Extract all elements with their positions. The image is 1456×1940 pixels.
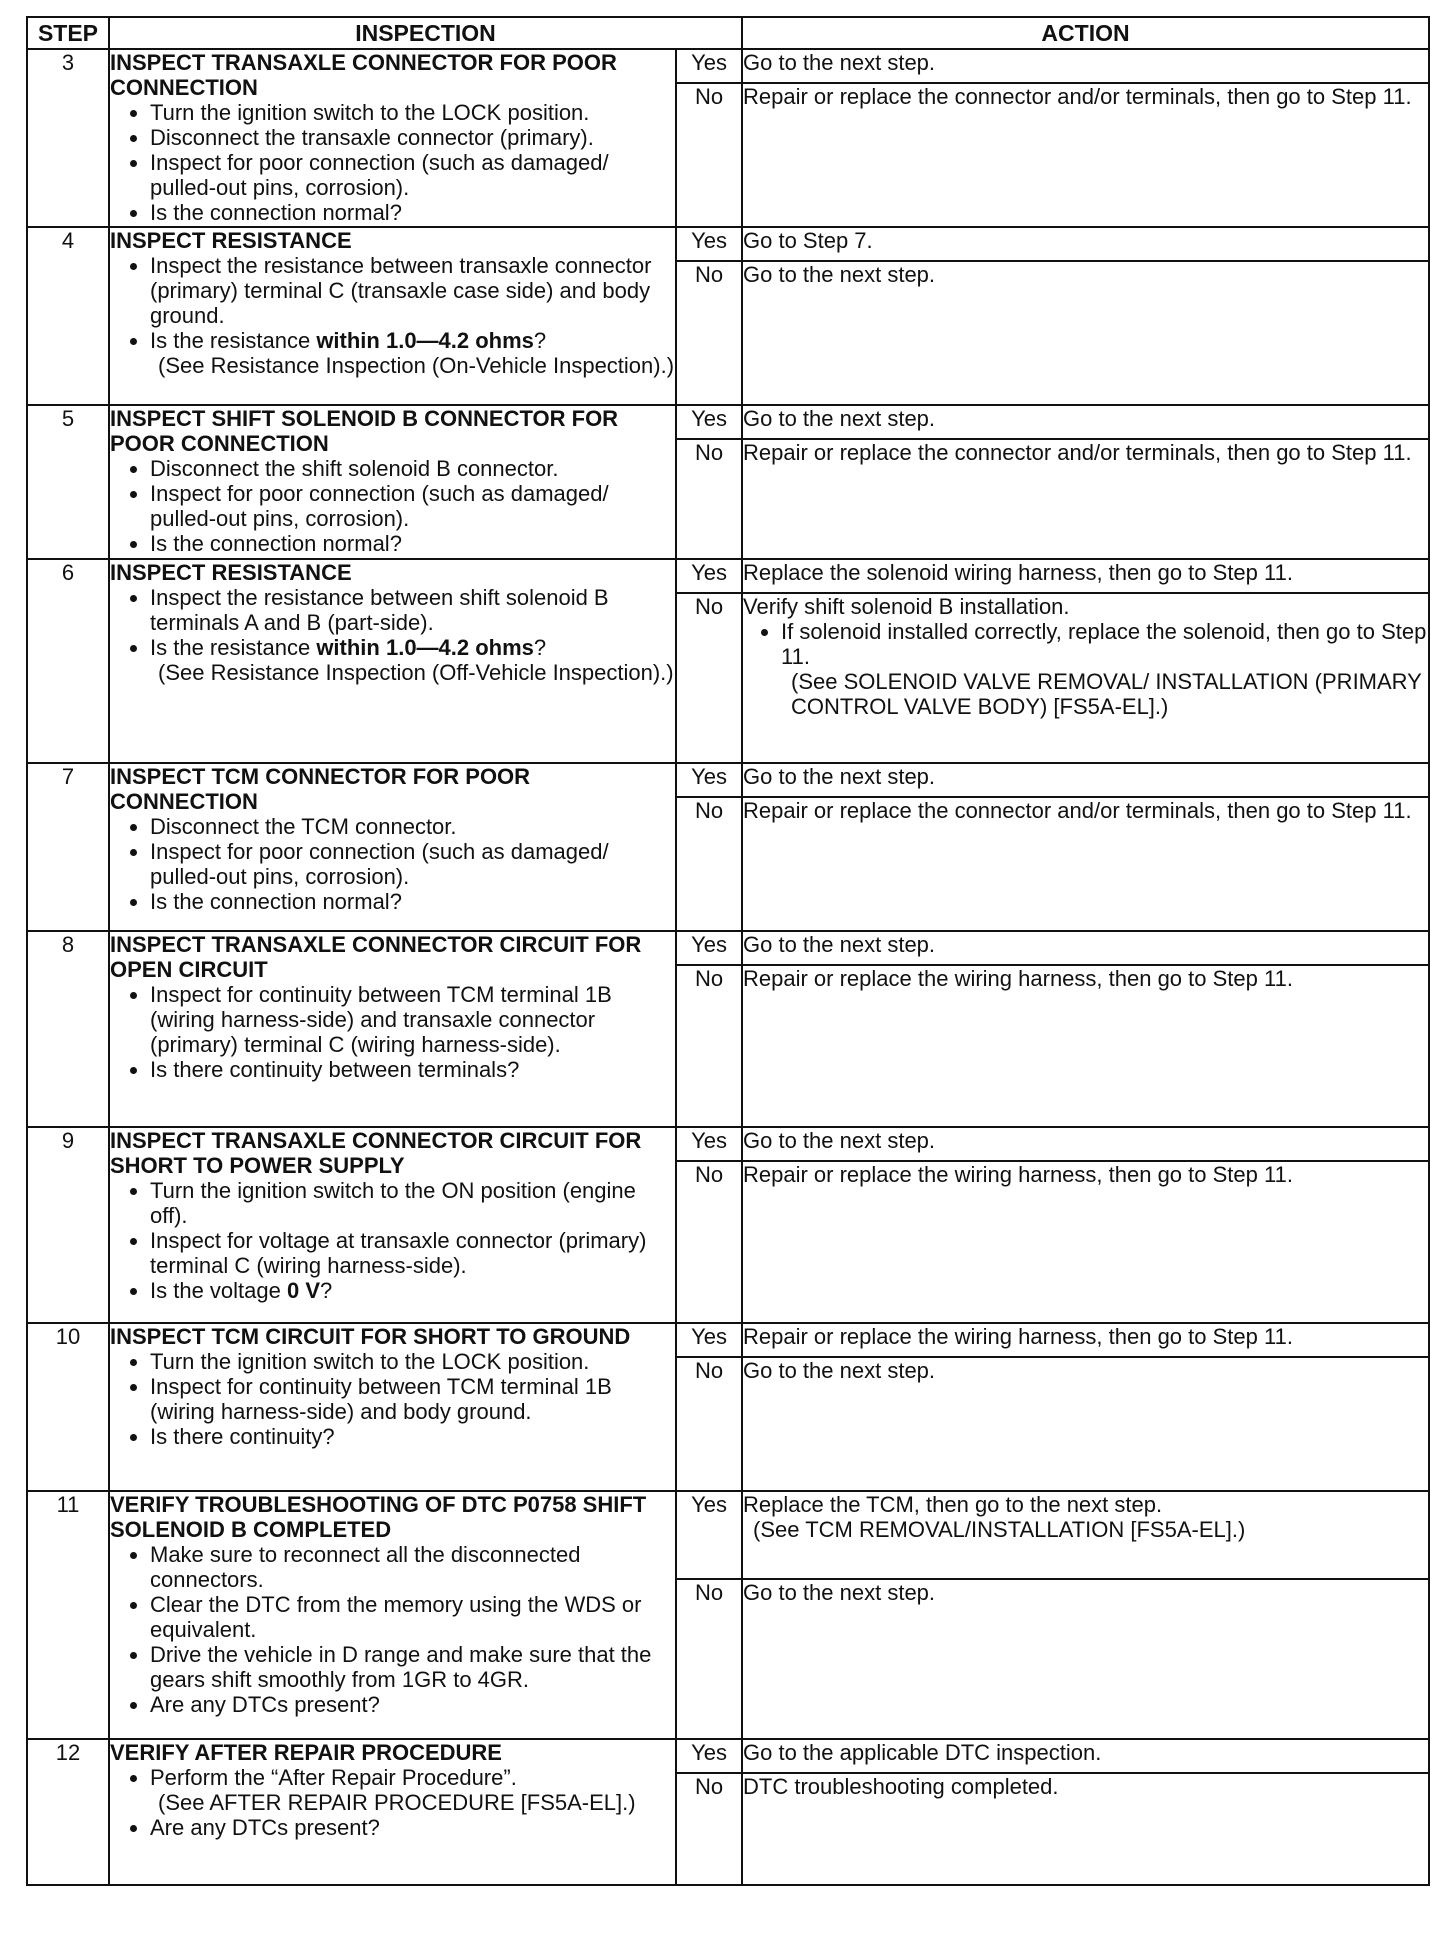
yes-action: Repair or replace the wiring harness, then go to Step 11.	[742, 1323, 1429, 1357]
inspection-cell	[109, 49, 676, 227]
header-step: STEP	[27, 17, 109, 49]
no-label: No	[676, 1773, 742, 1885]
inspection-title: VERIFY AFTER REPAIR PROCEDURE	[110, 1740, 502, 1765]
no-label: No	[676, 261, 742, 405]
inspection-bullets	[110, 456, 675, 556]
list-item: • Is the voltage 0 V?	[150, 1278, 675, 1303]
list-item: • Is the connection normal?	[150, 531, 675, 556]
inspection-bullets	[110, 1542, 675, 1717]
table-row	[27, 559, 1429, 593]
table-row	[27, 49, 1429, 83]
inspection-bullets	[110, 814, 675, 914]
yes-label: Yes	[676, 227, 742, 261]
reference-note: (See Resistance Inspection (Off-Vehicle Inspection).)	[158, 660, 674, 685]
no-action: Repair or replace the connector and/or terminals, then go to Step 11.	[742, 439, 1429, 559]
list-item: • Drive the vehicle in D range and make sure that the gears shift smoothly from 1GR to 4GR.	[150, 1642, 675, 1692]
step-number: 12	[27, 1739, 109, 1885]
list-item: • Clear the DTC from the memory using the WDS or equivalent.	[150, 1592, 675, 1642]
inspection-cell	[109, 931, 676, 1127]
reference-note: (See TCM REMOVAL/INSTALLATION [FS5A-EL].)	[753, 1517, 1246, 1542]
yes-action: Go to the next step.	[742, 1127, 1429, 1161]
inspection-bullets	[110, 1765, 675, 1840]
no-label: No	[676, 593, 742, 763]
step-number: 3	[27, 49, 109, 227]
no-action: Go to the next step.	[742, 1357, 1429, 1491]
inspection-cell	[109, 227, 676, 405]
list-item: • Inspect for continuity between TCM terminal 1B (wiring harness-side) and body ground.	[150, 1374, 675, 1424]
list-item: • Inspect the resistance between transaxle connector (primary) terminal C (transaxle case side) and body ground.	[150, 253, 675, 328]
list-item: • Disconnect the TCM connector.	[150, 814, 675, 839]
reference-note: (See SOLENOID VALVE REMOVAL/ INSTALLATION (PRIMARY CONTROL VALVE BODY) [FS5A-EL].)	[791, 669, 1422, 719]
yes-action: Replace the solenoid wiring harness, then go to Step 11.	[742, 559, 1429, 593]
no-action: DTC troubleshooting completed.	[742, 1773, 1429, 1885]
table-row	[27, 763, 1429, 797]
list-item: • Inspect the resistance between shift solenoid B terminals A and B (part-side).	[150, 585, 675, 635]
list-item: • Is there continuity?	[150, 1424, 675, 1449]
table-row	[27, 1323, 1429, 1357]
list-item: • Inspect for voltage at transaxle connector (primary) terminal C (wiring harness-side).	[150, 1228, 675, 1278]
yes-action: Replace the TCM, then go to the next step.	[743, 1492, 1163, 1517]
reference-note: (See AFTER REPAIR PROCEDURE [FS5A-EL].)	[158, 1790, 636, 1815]
table-row	[27, 227, 1429, 261]
inspection-cell	[109, 763, 676, 931]
inspection-title: INSPECT RESISTANCE	[110, 560, 352, 585]
no-action: Verify shift solenoid B installation.	[743, 594, 1070, 619]
no-action: Repair or replace the wiring harness, then go to Step 11.	[742, 1161, 1429, 1323]
header-inspection: INSPECTION	[109, 17, 742, 49]
yes-action: Go to the next step.	[742, 931, 1429, 965]
yes-label: Yes	[676, 1491, 742, 1579]
list-item: • Are any DTCs present?	[150, 1815, 675, 1840]
inspection-bullets	[110, 1349, 675, 1449]
step-number: 7	[27, 763, 109, 931]
no-action: Go to the next step.	[742, 1579, 1429, 1739]
yes-action: Go to the applicable DTC inspection.	[742, 1739, 1429, 1773]
no-label: No	[676, 439, 742, 559]
inspection-bullets	[110, 100, 675, 225]
no-label: No	[676, 1161, 742, 1323]
list-item: • Make sure to reconnect all the disconnected connectors.	[150, 1542, 675, 1592]
list-item: • Is the connection normal?	[150, 200, 675, 225]
yes-label: Yes	[676, 763, 742, 797]
yes-label: Yes	[676, 1127, 742, 1161]
inspection-cell	[109, 1491, 676, 1739]
inspection-bullets	[110, 253, 675, 378]
no-label: No	[676, 797, 742, 931]
step-number: 5	[27, 405, 109, 559]
list-item: • Turn the ignition switch to the LOCK position.	[150, 1349, 675, 1374]
list-item: • Turn the ignition switch to the ON position (engine off).	[150, 1178, 675, 1228]
list-item: • Is the resistance within 1.0—4.2 ohms? (See Resistance Inspection (On-Vehicle Inspection).)	[150, 328, 675, 378]
yes-label: Yes	[676, 931, 742, 965]
no-action: Repair or replace the connector and/or terminals, then go to Step 11.	[742, 83, 1429, 227]
yes-label: Yes	[676, 1323, 742, 1357]
table-row	[27, 1127, 1429, 1161]
step-number: 8	[27, 931, 109, 1127]
troubleshooting-table	[26, 16, 1430, 1886]
step-number: 4	[27, 227, 109, 405]
list-item: • Is there continuity between terminals?	[150, 1057, 675, 1082]
reference-note: (See Resistance Inspection (On-Vehicle Inspection).)	[158, 353, 675, 378]
inspection-title: INSPECT SHIFT SOLENOID B CONNECTOR FOR POOR CONNECTION	[110, 406, 619, 456]
list-item: • Inspect for poor connection (such as damaged/ pulled-out pins, corrosion).	[150, 839, 675, 889]
inspection-title: INSPECT TRANSAXLE CONNECTOR FOR POOR CONNECTION	[110, 50, 617, 100]
list-item: • Are any DTCs present?	[150, 1692, 675, 1717]
table-row	[27, 931, 1429, 965]
inspection-title: INSPECT RESISTANCE	[110, 228, 352, 253]
no-action: Repair or replace the connector and/or terminals, then go to Step 11.	[742, 797, 1429, 931]
list-item: • Turn the ignition switch to the LOCK position.	[150, 100, 675, 125]
step-number: 10	[27, 1323, 109, 1491]
no-action: Repair or replace the wiring harness, then go to Step 11.	[742, 965, 1429, 1127]
table-row	[27, 405, 1429, 439]
list-item: • Is the connection normal?	[150, 889, 675, 914]
inspection-bullets	[110, 1178, 675, 1303]
no-action: Go to the next step.	[742, 261, 1429, 405]
inspection-cell	[109, 1739, 676, 1885]
yes-action: Go to the next step.	[742, 49, 1429, 83]
inspection-title: VERIFY TROUBLESHOOTING OF DTC P0758 SHIFT SOLENOID B COMPLETED	[110, 1492, 647, 1542]
no-label: No	[676, 1357, 742, 1491]
yes-label: Yes	[676, 1739, 742, 1773]
list-item: • Perform the “After Repair Procedure”. (See AFTER REPAIR PROCEDURE [FS5A-EL].)	[150, 1765, 675, 1815]
list-item: • Inspect for poor connection (such as damaged/ pulled-out pins, corrosion).	[150, 150, 675, 200]
table-row	[27, 1739, 1429, 1773]
step-number: 6	[27, 559, 109, 763]
list-item: • Is the resistance within 1.0—4.2 ohms? (See Resistance Inspection (Off-Vehicle Inspection).)	[150, 635, 675, 685]
inspection-cell	[109, 559, 676, 763]
list-item: • If solenoid installed correctly, replace the solenoid, then go to Step 11. (See SOLENOID VALVE REMOVAL/ INSTALLATION (PRIMARY CONTROL VALVE BODY) [FS5A-EL].)	[781, 619, 1428, 719]
inspection-bullets	[110, 982, 675, 1082]
inspection-title: INSPECT TRANSAXLE CONNECTOR CIRCUIT FOR SHORT TO POWER SUPPLY	[110, 1128, 642, 1178]
no-label: No	[676, 1579, 742, 1739]
step-number: 11	[27, 1491, 109, 1739]
yes-action: Go to the next step.	[742, 405, 1429, 439]
table-header-row	[27, 17, 1429, 49]
inspection-title: INSPECT TRANSAXLE CONNECTOR CIRCUIT FOR OPEN CIRCUIT	[110, 932, 642, 982]
yes-action: Go to the next step.	[742, 763, 1429, 797]
no-action-cell	[742, 593, 1429, 763]
list-item: • Inspect for continuity between TCM terminal 1B (wiring harness-side) and transaxle connector (primary) terminal C (wiring harness-side).	[150, 982, 675, 1057]
inspection-cell	[109, 405, 676, 559]
inspection-bullets	[110, 585, 675, 685]
header-action: ACTION	[742, 17, 1429, 49]
inspection-cell	[109, 1127, 676, 1323]
yes-action: Go to Step 7.	[742, 227, 1429, 261]
step-number: 9	[27, 1127, 109, 1323]
yes-label: Yes	[676, 405, 742, 439]
inspection-title: INSPECT TCM CIRCUIT FOR SHORT TO GROUND	[110, 1324, 631, 1349]
inspection-cell	[109, 1323, 676, 1491]
list-item: • Inspect for poor connection (such as damaged/ pulled-out pins, corrosion).	[150, 481, 675, 531]
yes-action-cell	[742, 1491, 1429, 1579]
inspection-title: INSPECT TCM CONNECTOR FOR POOR CONNECTION	[110, 764, 531, 814]
list-item: • Disconnect the transaxle connector (primary).	[150, 125, 675, 150]
no-label: No	[676, 83, 742, 227]
yes-label: Yes	[676, 559, 742, 593]
list-item: • Disconnect the shift solenoid B connector.	[150, 456, 675, 481]
table-row	[27, 1491, 1429, 1579]
yes-label: Yes	[676, 49, 742, 83]
no-label: No	[676, 965, 742, 1127]
no-action-bullets	[743, 619, 1428, 719]
